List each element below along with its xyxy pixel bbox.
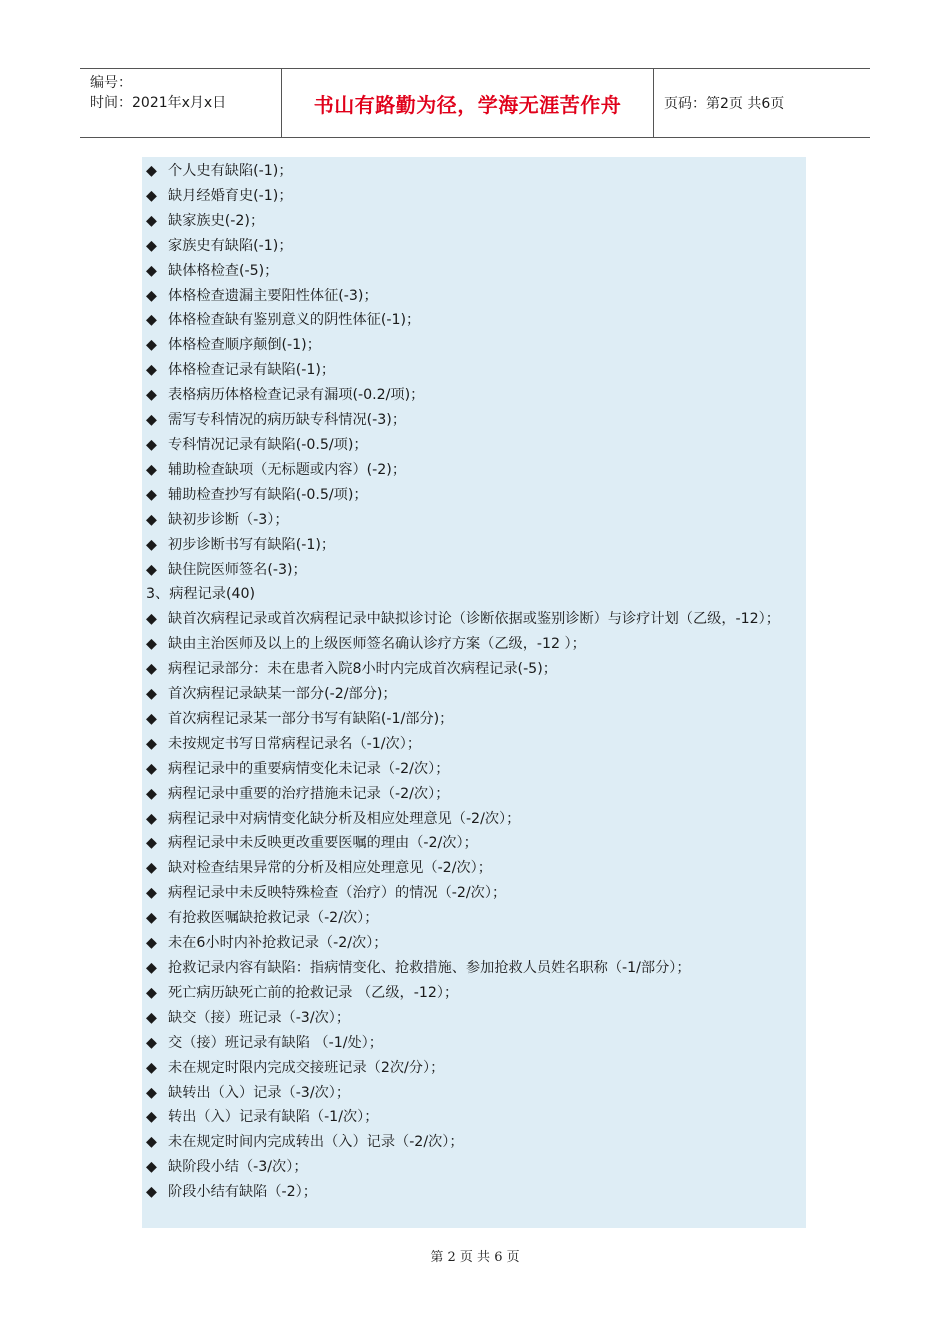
list-item (146, 209, 806, 234)
item-text: 交（接）班记录有缺陷 （-1/处）； (168, 1034, 383, 1051)
list-item (146, 1056, 806, 1081)
item-text: 缺体格检查(-5)； (168, 262, 279, 279)
item-text: 死亡病历缺死亡前的抢救记录 （乙级，-12）； (168, 984, 459, 1001)
diamond-bullet-icon: ◆ (146, 1009, 157, 1026)
list-item (146, 981, 806, 1006)
diamond-bullet-icon: ◆ (146, 636, 157, 653)
item-text: 缺转出（入）记录（-3/次）； (168, 1084, 351, 1101)
diamond-bullet-icon: ◆ (146, 1159, 157, 1176)
diamond-bullet-icon: ◆ (146, 337, 157, 354)
item-text: 缺阶段小结（-3/次）； (168, 1159, 308, 1176)
diamond-bullet-icon: ◆ (146, 461, 157, 478)
document-header (80, 68, 870, 138)
item-text: 3、病程记录(40) (146, 586, 256, 603)
diamond-bullet-icon: ◆ (146, 262, 157, 279)
item-text: 缺由主治医师及以上的上级医师签名确认诊疗方案（乙级，-12 ）； (168, 636, 586, 653)
list-item (146, 508, 806, 533)
item-text: 家族史有缺陷(-1)； (168, 237, 293, 254)
list-item (146, 782, 806, 807)
list-item (146, 732, 806, 757)
list-item (146, 1155, 806, 1180)
diamond-bullet-icon: ◆ (146, 910, 157, 927)
item-text: 辅助检查抄写有缺陷(-0.5/项)； (168, 486, 368, 503)
header-page-info (654, 69, 870, 137)
diamond-bullet-icon: ◆ (146, 1184, 157, 1201)
item-text: 转出（入）记录有缺陷（-1/次）； (168, 1109, 379, 1126)
list-item (146, 383, 806, 408)
list-item (146, 956, 806, 981)
diamond-bullet-icon: ◆ (146, 810, 157, 827)
diamond-bullet-icon: ◆ (146, 611, 157, 628)
item-text: 首次病程记录缺某一部分(-2/部分)； (168, 686, 397, 703)
item-text: 阶段小结有缺陷（-2）； (168, 1184, 317, 1201)
diamond-bullet-icon: ◆ (146, 661, 157, 678)
number-label: 编号： (90, 75, 132, 91)
item-text: 病程记录中重要的治疗措施未记录（-2/次）； (168, 785, 450, 802)
diamond-bullet-icon: ◆ (146, 387, 157, 404)
diamond-bullet-icon: ◆ (146, 212, 157, 229)
list-item (146, 1081, 806, 1106)
item-text: 需写专科情况的病历缺专科情况(-3)； (168, 412, 407, 429)
list-item (146, 159, 806, 184)
list-item (146, 358, 806, 383)
diamond-bullet-icon: ◆ (146, 287, 157, 304)
diamond-bullet-icon: ◆ (146, 187, 157, 204)
item-text: 未按规定书写日常病程记录名（-1/次）； (168, 735, 422, 752)
list-item (146, 259, 806, 284)
list-item (146, 433, 806, 458)
diamond-bullet-icon: ◆ (146, 984, 157, 1001)
item-text: 病程记录中的重要病情变化未记录（-2/次）； (168, 760, 450, 777)
list-item (146, 931, 806, 956)
diamond-bullet-icon: ◆ (146, 935, 157, 952)
diamond-bullet-icon: ◆ (146, 237, 157, 254)
item-text: 缺家族史(-2)； (168, 212, 265, 229)
list-item (146, 408, 806, 433)
item-text: 病程记录中未反映更改重要医嘱的理由（-2/次）； (168, 835, 478, 852)
list-item (146, 1105, 806, 1130)
item-text: 缺月经婚育史(-1)； (168, 187, 293, 204)
list-item (146, 234, 806, 259)
diamond-bullet-icon: ◆ (146, 486, 157, 503)
page-footer (0, 1246, 950, 1265)
list-item (146, 1130, 806, 1155)
list-item (146, 184, 806, 209)
item-text: 表格病历体格检查记录有漏项(-0.2/项)； (168, 387, 425, 404)
diamond-bullet-icon: ◆ (146, 1134, 157, 1151)
list-item (146, 1006, 806, 1031)
header-meta (80, 69, 282, 137)
diamond-bullet-icon: ◆ (146, 1109, 157, 1126)
list-item (146, 807, 806, 832)
item-text: 首次病程记录某一部分书写有缺陷(-1/部分)； (168, 710, 454, 727)
list-item (146, 1180, 806, 1205)
diamond-bullet-icon: ◆ (146, 960, 157, 976)
list-item (146, 707, 806, 732)
diamond-bullet-icon: ◆ (146, 362, 157, 379)
content-block (142, 157, 806, 1228)
item-text: 体格检查顺序颠倒(-1)； (168, 337, 321, 354)
diamond-bullet-icon: ◆ (146, 1034, 157, 1051)
item-text: 未在规定时间内完成转出（入）记录（-2/次）； (168, 1134, 464, 1151)
item-text: 病程记录中对病情变化缺分析及相应处理意见（-2/次）； (168, 810, 521, 827)
item-text: 未在规定时限内完成交接班记录（2次/分）； (168, 1059, 445, 1076)
diamond-bullet-icon: ◆ (146, 163, 157, 179)
diamond-bullet-icon: ◆ (146, 412, 157, 429)
item-text: 初步诊断书写有缺陷(-1)； (168, 536, 336, 553)
list-item (146, 881, 806, 906)
motto-text: 书山有路勤为径，学海无涯苦作舟 (313, 92, 622, 117)
item-text: 缺住院医师签名(-3)； (168, 561, 307, 578)
diamond-bullet-icon: ◆ (146, 312, 157, 329)
item-text: 病程记录中未反映特殊检查（治疗）的情况（-2/次）； (168, 885, 507, 902)
diamond-bullet-icon: ◆ (146, 561, 157, 578)
page-info-text: 页码：第2页 共6页 (664, 96, 785, 112)
list-item (146, 533, 806, 558)
header-motto-cell (282, 69, 654, 137)
list-item (146, 607, 806, 632)
date-label: 时间：2021年x月x日 (90, 95, 227, 111)
diamond-bullet-icon: ◆ (146, 436, 157, 453)
list-item (146, 1031, 806, 1056)
list-item (146, 632, 806, 657)
item-text: 辅助检查缺项（无标题或内容）(-2)； (168, 461, 407, 478)
footer-page-number: 第 2 页 共 6 页 (430, 1250, 520, 1265)
item-text: 专科情况记录有缺陷(-0.5/项)； (168, 436, 368, 453)
item-text: 体格检查遗漏主要阳性体征(-3)； (168, 287, 378, 304)
list-item (146, 333, 806, 358)
diamond-bullet-icon: ◆ (146, 835, 157, 852)
diamond-bullet-icon: ◆ (146, 760, 157, 777)
item-text: 抢救记录内容有缺陷：指病情变化、抢救措施、参加抢救人员姓名职称（-1/部分）； (168, 960, 691, 976)
list-item (146, 856, 806, 881)
item-text: 有抢救医嘱缺抢救记录（-2/次）； (168, 910, 379, 927)
list-item (146, 308, 806, 333)
list-item (146, 657, 806, 682)
diamond-bullet-icon: ◆ (146, 885, 157, 902)
item-text: 缺初步诊断（-3）； (168, 511, 289, 528)
diamond-bullet-icon: ◆ (146, 1084, 157, 1101)
diamond-bullet-icon: ◆ (146, 710, 157, 727)
item-text: 未在6小时内补抢救记录（-2/次）； (168, 935, 388, 952)
item-text: 病程记录部分：未在患者入院8小时内完成首次病程记录(-5)； (168, 661, 557, 678)
list-item (146, 682, 806, 707)
diamond-bullet-icon: ◆ (146, 860, 157, 877)
item-text: 个人史有缺陷(-1)； (168, 163, 293, 179)
list-item (146, 558, 806, 583)
section-heading (146, 582, 806, 607)
diamond-bullet-icon: ◆ (146, 735, 157, 752)
item-text: 缺对检查结果异常的分析及相应处理意见（-2/次）； (168, 860, 492, 877)
diamond-bullet-icon: ◆ (146, 785, 157, 802)
item-text: 缺首次病程记录或首次病程记录中缺拟诊讨论（诊断依据或鉴别诊断）与诊疗计划（乙级，-12）； (168, 611, 780, 628)
list-item (146, 483, 806, 508)
list-item (146, 757, 806, 782)
item-text: 体格检查缺有鉴别意义的阴性体征(-1)； (168, 312, 421, 329)
item-text: 体格检查记录有缺陷(-1)； (168, 362, 336, 379)
list-item (146, 906, 806, 931)
diamond-bullet-icon: ◆ (146, 536, 157, 553)
list-item (146, 284, 806, 309)
diamond-bullet-icon: ◆ (146, 686, 157, 703)
diamond-bullet-icon: ◆ (146, 1059, 157, 1076)
list-item (146, 458, 806, 483)
list-item (146, 831, 806, 856)
item-text: 缺交（接）班记录（-3/次）； (168, 1009, 351, 1026)
diamond-bullet-icon: ◆ (146, 511, 157, 528)
